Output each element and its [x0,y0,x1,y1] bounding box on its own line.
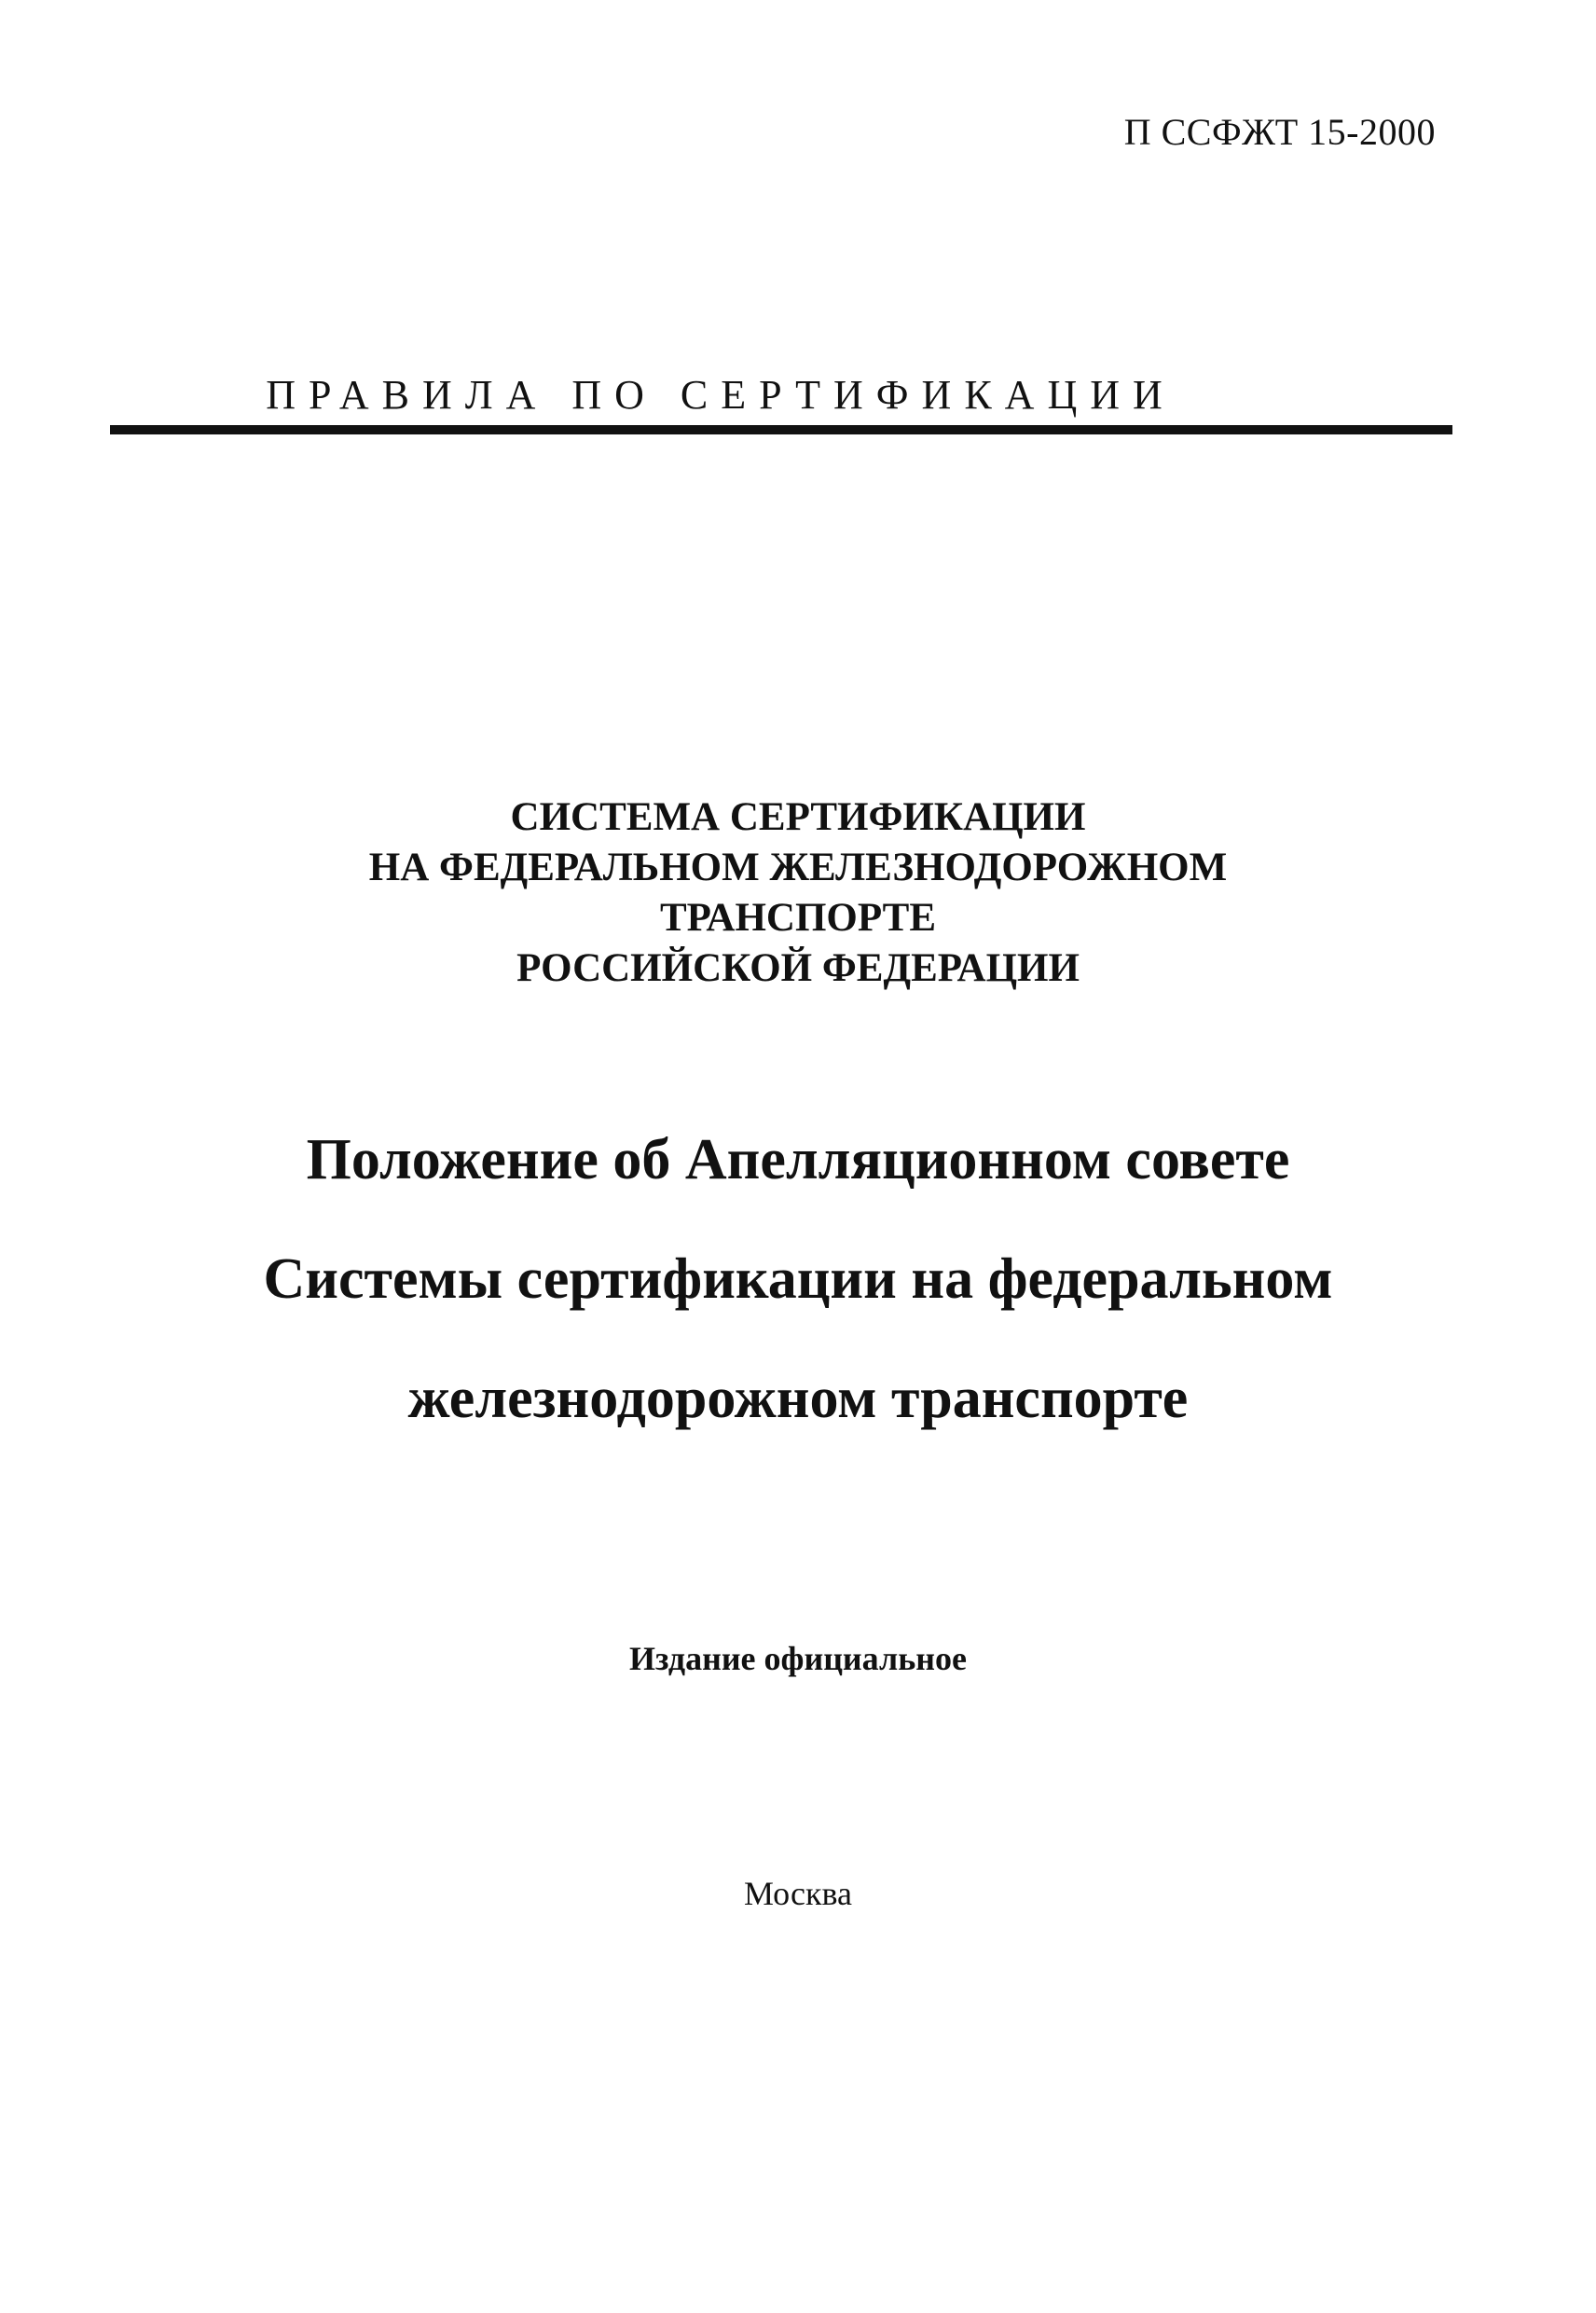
title-line: Системы сертификации на федеральном [263,1247,1333,1311]
series-title [110,371,1451,419]
system-heading-line: НА ФЕДЕРАЛЬНОМ ЖЕЛЕЗНОДОРОЖНОМ [368,846,1228,889]
system-heading-line: СИСТЕМА СЕРТИФИКАЦИИ [510,795,1086,839]
publication-city: Москва [744,1875,852,1912]
system-heading-line: РОССИЙСКОЙ ФЕДЕРАЦИИ [516,946,1080,990]
document-code: П ССФЖТ 15-2000 [1123,111,1436,153]
document-title [0,1100,1596,1458]
edition-label: Издание официальное [629,1640,967,1677]
series-title-text: ПРАВИЛА ПО СЕРТИФИКАЦИИ [266,372,1176,418]
system-heading-line: ТРАНСПОРТЕ [659,896,937,940]
certification-system-heading [0,792,1596,994]
header-rule [110,425,1452,434]
title-line: железнодорожном транспорте [407,1367,1189,1430]
title-line: Положение об Апелляционном совете [306,1128,1290,1191]
